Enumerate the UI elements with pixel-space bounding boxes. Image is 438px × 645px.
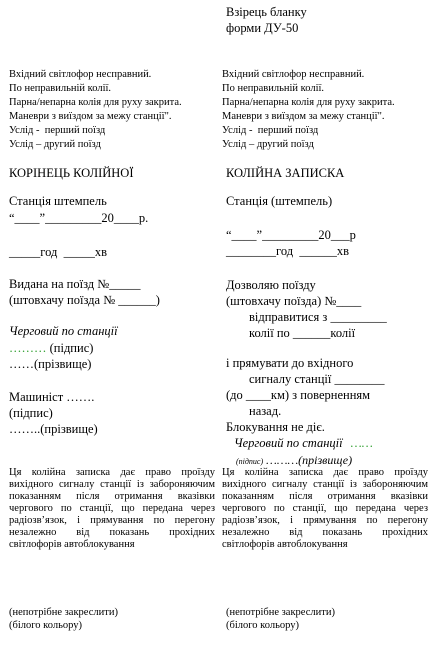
left-signature-row xyxy=(9,342,93,355)
right-duty-officer: Черговий по станції xyxy=(234,436,343,450)
form-number-label: форми ДУ-50 xyxy=(226,21,299,35)
right-note-color: (білого кольору) xyxy=(226,620,299,631)
left-date: “____”_________20____р. xyxy=(9,211,149,225)
right-info-line: Парна/непарна колія для руху закрита. xyxy=(222,97,395,108)
left-signature-dots: ……… xyxy=(9,341,47,355)
right-info-line: Вхідний світлофор несправний. xyxy=(222,69,365,80)
left-info-line: Услід – другий поїзд xyxy=(9,139,101,150)
right-note-strike: (непотрібне закреслити) xyxy=(226,607,335,618)
left-duty-officer: Черговий по станції xyxy=(9,324,118,338)
right-track: колії по ______колії xyxy=(249,326,356,340)
right-block: Блокування не діє. xyxy=(226,420,325,434)
right-title: КОЛІЙНА ЗАПИСКА xyxy=(226,166,345,180)
right-info-line: По неправильній колії. xyxy=(222,83,325,94)
right-info-line: Услід - перший поїзд xyxy=(222,125,319,136)
left-driver: Машиніст ……. xyxy=(9,390,95,404)
left-driver-surname: ……..(прізвище) xyxy=(9,422,98,436)
right-duty-officer-row xyxy=(234,437,373,450)
left-issued: Видана на поїзд №_____ xyxy=(9,277,141,291)
left-info-line: Услід - перший поїзд xyxy=(9,125,106,136)
left-info-line: Маневри з виїздом за межу станції". xyxy=(9,111,172,122)
right-signal: сигналу станції ________ xyxy=(249,372,385,386)
left-signature-label: (підпис) xyxy=(46,341,94,355)
left-title: КОРІНЕЦЬ КОЛІЙНОЇ xyxy=(9,166,134,180)
left-info-line: По неправильній колії. xyxy=(9,83,112,94)
right-proceed: і прямувати до вхідного xyxy=(226,356,354,370)
right-info-line: Услід – другий поїзд xyxy=(222,139,314,150)
left-paragraph: Ця колійна записка дає право проїзду вихідного сигналу станції із забороняючим показанням після отримання вказівки чергового по станції, що передана через радіозв’язок, і прямування по перегону незалежно від показань прохідних світлофорів автоблокування xyxy=(9,467,215,550)
right-signature-row xyxy=(236,454,352,466)
right-duty-dots: …… xyxy=(350,436,373,450)
left-time: _____год _____хв xyxy=(9,245,107,259)
right-time: ________год ______хв xyxy=(226,244,349,258)
left-note-color: (білого кольору) xyxy=(9,620,82,631)
right-back: назад. xyxy=(249,404,282,418)
right-surname: (прізвище) xyxy=(298,453,353,467)
right-signature-label: (підпис) xyxy=(236,457,264,466)
right-train-number: (штовхачу поїзда) №____ xyxy=(226,294,362,308)
right-depart: відправитися з _________ xyxy=(249,310,387,324)
right-paragraph: Ця колійна записка дає право проїзду вихідного сигналу станції із забороняючим показанням після отримання вказівки чергового по станції, що передана через радіозв’язок, і прямування по перегону незалежно від показань прохідних світлофорів автоблокування xyxy=(222,467,428,550)
right-station: Станція (штемпель) xyxy=(226,194,333,208)
left-station: Станція штемпель xyxy=(9,194,107,208)
left-note-strike: (непотрібне закреслити) xyxy=(9,607,118,618)
left-driver-signature: (підпис) xyxy=(9,406,53,420)
right-surname-dots: ……… xyxy=(263,453,299,467)
left-surname: ……(прізвище) xyxy=(9,357,92,371)
left-info-line: Парна/непарна колія для руху закрита. xyxy=(9,97,182,108)
form-sample-label: Взірець бланку xyxy=(226,5,307,19)
right-allow: Дозволяю поїзду xyxy=(226,278,316,292)
left-info-line: Вхідний світлофор несправний. xyxy=(9,69,152,80)
left-train-number: (штовхачу поїзда № ______) xyxy=(9,293,160,307)
right-date: “____”_________20___р xyxy=(226,228,356,242)
right-return: (до ____км) з поверненням xyxy=(226,388,371,402)
right-info-line: Маневри з виїздом за межу станції". xyxy=(222,111,385,122)
